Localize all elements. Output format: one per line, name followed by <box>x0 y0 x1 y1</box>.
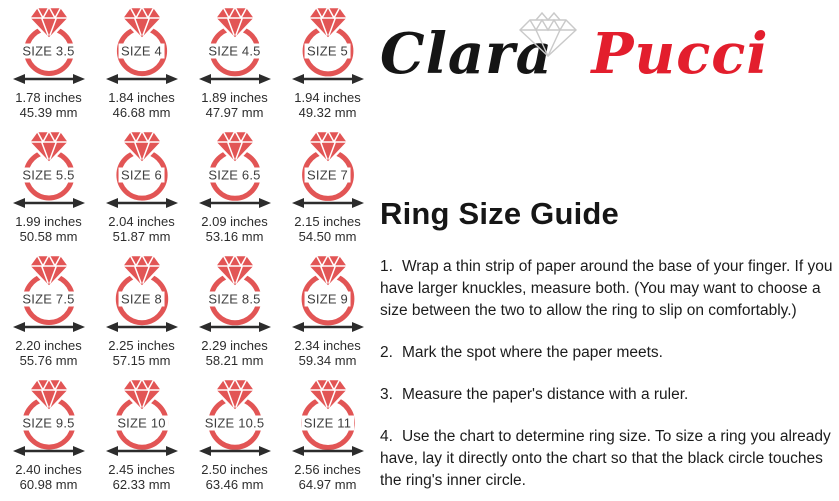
step-number: 1. <box>380 258 393 275</box>
ring-measurements <box>15 462 82 493</box>
info-panel <box>380 8 836 501</box>
ring-diameter-inches: 2.09 inches <box>201 214 268 229</box>
ring-diameter-inches: 2.50 inches <box>201 462 268 477</box>
ring-diameter-mm: 57.15 mm <box>112 353 171 369</box>
ring-size-label: SIZE 4.5 <box>205 44 263 59</box>
ring-size-label: SIZE 11 <box>301 416 354 431</box>
ring-diameter-mm: 47.97 mm <box>205 105 264 121</box>
instruction-step <box>380 256 836 322</box>
instruction-step <box>380 384 836 406</box>
ring-diameter-mm: 49.32 mm <box>298 105 357 121</box>
ring-diameter-mm: 46.68 mm <box>112 105 171 121</box>
ring-measurements <box>201 462 268 493</box>
ring-figure <box>195 127 275 211</box>
ring-size-cell <box>281 251 374 375</box>
ring-size-cell <box>188 251 281 375</box>
ring-diameter-inches: 2.29 inches <box>201 338 268 353</box>
ring-size-cell <box>281 127 374 251</box>
ring-size-cell <box>95 251 188 375</box>
ring-figure <box>9 251 89 335</box>
ring-measurements <box>108 90 175 121</box>
ring-diameter-inches: 2.20 inches <box>15 338 82 353</box>
ring-measurements <box>294 462 361 493</box>
ring-measurements <box>108 462 175 493</box>
ring-diameter-inches: 2.25 inches <box>108 338 175 353</box>
ring-diameter-inches: 2.04 inches <box>108 214 175 229</box>
ring-diameter-mm: 62.33 mm <box>112 477 171 493</box>
ring-figure <box>102 127 182 211</box>
ring-size-cell <box>2 251 95 375</box>
ring-diameter-mm: 54.50 mm <box>298 229 357 245</box>
ring-diameter-mm: 53.16 mm <box>205 229 264 245</box>
instruction-steps <box>380 256 836 492</box>
ring-size-label: SIZE 10 <box>114 416 168 431</box>
ring-diameter-inches: 2.56 inches <box>294 462 361 477</box>
ring-diameter-inches: 1.78 inches <box>15 90 82 105</box>
page-title: Ring Size Guide <box>380 196 619 231</box>
ring-diameter-inches: 2.34 inches <box>294 338 361 353</box>
ring-size-cell <box>188 3 281 127</box>
ring-measurements <box>15 90 82 121</box>
ring-measurements <box>201 338 268 369</box>
ring-figure <box>288 375 368 459</box>
ring-measurements <box>201 214 268 245</box>
diamond-logo-icon <box>516 10 580 60</box>
diamond-gem-icon <box>308 379 348 411</box>
ring-figure <box>288 127 368 211</box>
step-number: 4. <box>380 428 393 445</box>
ring-measurements <box>108 214 175 245</box>
step-text: Use the chart to determine ring size. To size a ring you already have, lay it directly onto the chart so that the black circle touches the ring's inner circle. <box>380 428 831 489</box>
ring-size-cell <box>281 375 374 499</box>
ring-size-cell <box>188 127 281 251</box>
ring-figure <box>9 127 89 211</box>
ring-diameter-mm: 64.97 mm <box>298 477 357 493</box>
ring-diameter-inches: 2.40 inches <box>15 462 82 477</box>
ring-figure <box>102 375 182 459</box>
ring-size-cell <box>95 375 188 499</box>
ring-size-label: SIZE 9 <box>304 292 351 307</box>
ring-size-label: SIZE 8 <box>118 292 165 307</box>
ring-diameter-mm: 45.39 mm <box>19 105 78 121</box>
ring-measurements <box>294 338 361 369</box>
brand-name-second: Pucci <box>591 21 769 87</box>
ring-size-label: SIZE 5 <box>304 44 351 59</box>
ring-figure <box>288 251 368 335</box>
ring-size-cell <box>95 127 188 251</box>
ring-measurements <box>108 338 175 369</box>
ring-figure <box>195 3 275 87</box>
ring-diameter-mm: 58.21 mm <box>205 353 264 369</box>
ring-measurements <box>15 214 82 245</box>
ring-diameter-inches: 1.89 inches <box>201 90 268 105</box>
ring-figure <box>102 3 182 87</box>
ring-size-cell <box>2 127 95 251</box>
ring-size-label: SIZE 8.5 <box>205 292 263 307</box>
ring-figure <box>195 251 275 335</box>
ring-diameter-mm: 50.58 mm <box>19 229 78 245</box>
ring-size-cell <box>2 3 95 127</box>
step-text: Wrap a thin strip of paper around the base of your finger. If you have larger knuckles, measure both. (You may want to choose a size between the two to allow the ring to slip on comfortably.) <box>380 258 833 319</box>
step-number: 3. <box>380 386 393 403</box>
ring-diameter-inches: 1.94 inches <box>294 90 361 105</box>
ring-size-cell <box>2 375 95 499</box>
ring-diameter-mm: 63.46 mm <box>205 477 264 493</box>
brand-logo <box>380 8 836 100</box>
ring-figure <box>102 251 182 335</box>
ring-size-cell <box>281 3 374 127</box>
ring-diameter-inches: 1.84 inches <box>108 90 175 105</box>
ring-figure <box>9 375 89 459</box>
ring-size-label: SIZE 7 <box>304 168 351 183</box>
ring-size-label: SIZE 6 <box>118 168 165 183</box>
ring-diameter-mm: 51.87 mm <box>112 229 171 245</box>
ring-figure <box>195 375 275 459</box>
ring-size-cell <box>188 375 281 499</box>
ring-diameter-mm: 55.76 mm <box>19 353 78 369</box>
ring-measurements <box>201 90 268 121</box>
ring-size-label: SIZE 4 <box>118 44 165 59</box>
ring-measurements <box>15 338 82 369</box>
ring-size-label: SIZE 3.5 <box>19 44 77 59</box>
ring-measurements <box>294 214 361 245</box>
ring-size-label: SIZE 5.5 <box>19 168 77 183</box>
ring-measurements <box>294 90 361 121</box>
ring-size-label: SIZE 7.5 <box>19 292 77 307</box>
ring-diameter-mm: 60.98 mm <box>19 477 78 493</box>
step-number: 2. <box>380 344 393 361</box>
ring-size-cell <box>95 3 188 127</box>
ring-diameter-inches: 1.99 inches <box>15 214 82 229</box>
ring-diameter-mm: 59.34 mm <box>298 353 357 369</box>
ring-size-label: SIZE 10.5 <box>202 416 268 431</box>
ring-diameter-inches: 2.15 inches <box>294 214 361 229</box>
instruction-step <box>380 426 836 492</box>
instruction-step <box>380 342 836 364</box>
ring-figure <box>9 3 89 87</box>
step-text: Measure the paper's distance with a ruler. <box>401 386 689 403</box>
ring-size-label: SIZE 6.5 <box>205 168 263 183</box>
ring-size-chart <box>2 3 376 499</box>
ring-size-label: SIZE 9.5 <box>19 416 77 431</box>
step-text: Mark the spot where the paper meets. <box>401 344 663 361</box>
brand-name-first: Clara <box>380 21 553 87</box>
ring-figure <box>288 3 368 87</box>
ring-diameter-inches: 2.45 inches <box>108 462 175 477</box>
